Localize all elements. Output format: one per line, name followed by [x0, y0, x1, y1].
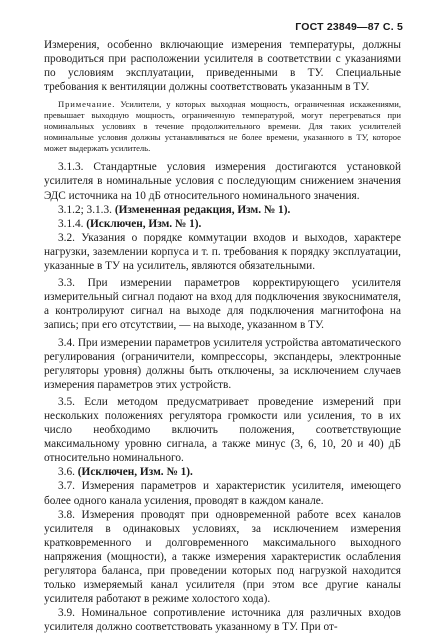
- paragraph-3-1-3: 3.1.3. Стандартные условия измерения достигаются установкой усилителя в номинальные условия с последующим снижением значения ЭДС источника на 10 дБ относительного номинального значения.: [44, 161, 401, 202]
- paragraph-3-3: 3.3. При измерении параметров корректирующего усилителя измерительный сигнал подают на вход для подключения звукоснимателя, а контролируют сигнал на выходе для подключения магнитофона на запись; при его отсутствии, — на выходе, указанном в ТУ.: [44, 277, 401, 332]
- document-body: [44, 38, 401, 634]
- paragraph-3-6: [44, 465, 401, 479]
- paragraph-intro: Измерения, особенно включающие измерения температуры, должны проводиться при расположении усилителя в соответствии с указаниями по условиям эксплуатации, приведенными в ТУ. Специальные требования к вентиляции должны соответствовать указанным в ТУ.: [44, 39, 401, 94]
- paragraph-3-1-4: [44, 217, 401, 231]
- clause-number: 3.1.2; 3.1.3.: [58, 203, 112, 216]
- paragraph-3-2: 3.2. Указания о порядке коммутации входов и выходов, характере нагрузки, заземлении корпуса и т. п. требования к порядку эксплуатации, указанные в ТУ на усилитель, являются обязательными.: [44, 231, 401, 273]
- amendment-note: (Измененная редакция, Изм. № 1).: [114, 203, 291, 216]
- paragraph-3-4: 3.4. При измерении параметров усилителя устройства автоматического регулирования (ограничители, компрессоры, экспандеры, электронные регуляторы уровня) должны быть отключены, за исключением случаев измерения параметров этих устройств.: [44, 336, 401, 391]
- paragraph-3-8: 3.8. Измерения проводят при одновременной работе всех каналов усилителя в одинаковых условиях, за исключением измерения кратковременного и долговременного максимального выходного напряжения (мощности), а также измерения характеристик ослабления регулятора баланса, при проведении которых под нагрузкой находится только измеряемый канал усилителя (при этом все другие каналы усилителя работают в режиме холостого хода).: [44, 508, 401, 606]
- note-text: Усилители, у которых выходная мощность, ограниченная искажениями, превышает выходную мощность, ограниченную температурой, могут перегреваться при номинальных условиях в течение продолжительного времени. Для таких усилителей номинальные условия должны устанавливаться не более времени, указанного в ТУ, которое может выдержать усилитель.: [44, 99, 401, 154]
- note: [44, 99, 401, 154]
- paragraph-3-9: 3.9. Номинальное сопротивление источника для различных входов усилителя должно соответствовать указанному в ТУ. При от-: [44, 607, 401, 634]
- amendment-note: (Исключен, Изм. № 1).: [77, 466, 193, 479]
- page-header: ГОСТ 23849—87 С. 5: [295, 21, 403, 33]
- paragraph-3-7: 3.7. Измерения параметров и характеристик усилителя, имеющего более одного канала усиления, проводят в каждом канале.: [44, 480, 401, 507]
- amendment-note: (Исключен, Изм. № 1).: [86, 217, 202, 230]
- paragraph-3-1-2-amend: [44, 203, 401, 217]
- paragraph-3-5: 3.5. Если методом предусматривает проведение измерений при нескольких положениях регулятора громкости или усиления, то в их число необходимо включить положения, соответствующие максимальному уровню сигнала, а также минус (3, 6, 10, 20 и 40) дБ относительно номинального.: [44, 395, 401, 465]
- note-label: Примечание.: [58, 99, 116, 110]
- clause-number: 3.6.: [58, 466, 75, 479]
- clause-number: 3.1.4.: [58, 217, 84, 230]
